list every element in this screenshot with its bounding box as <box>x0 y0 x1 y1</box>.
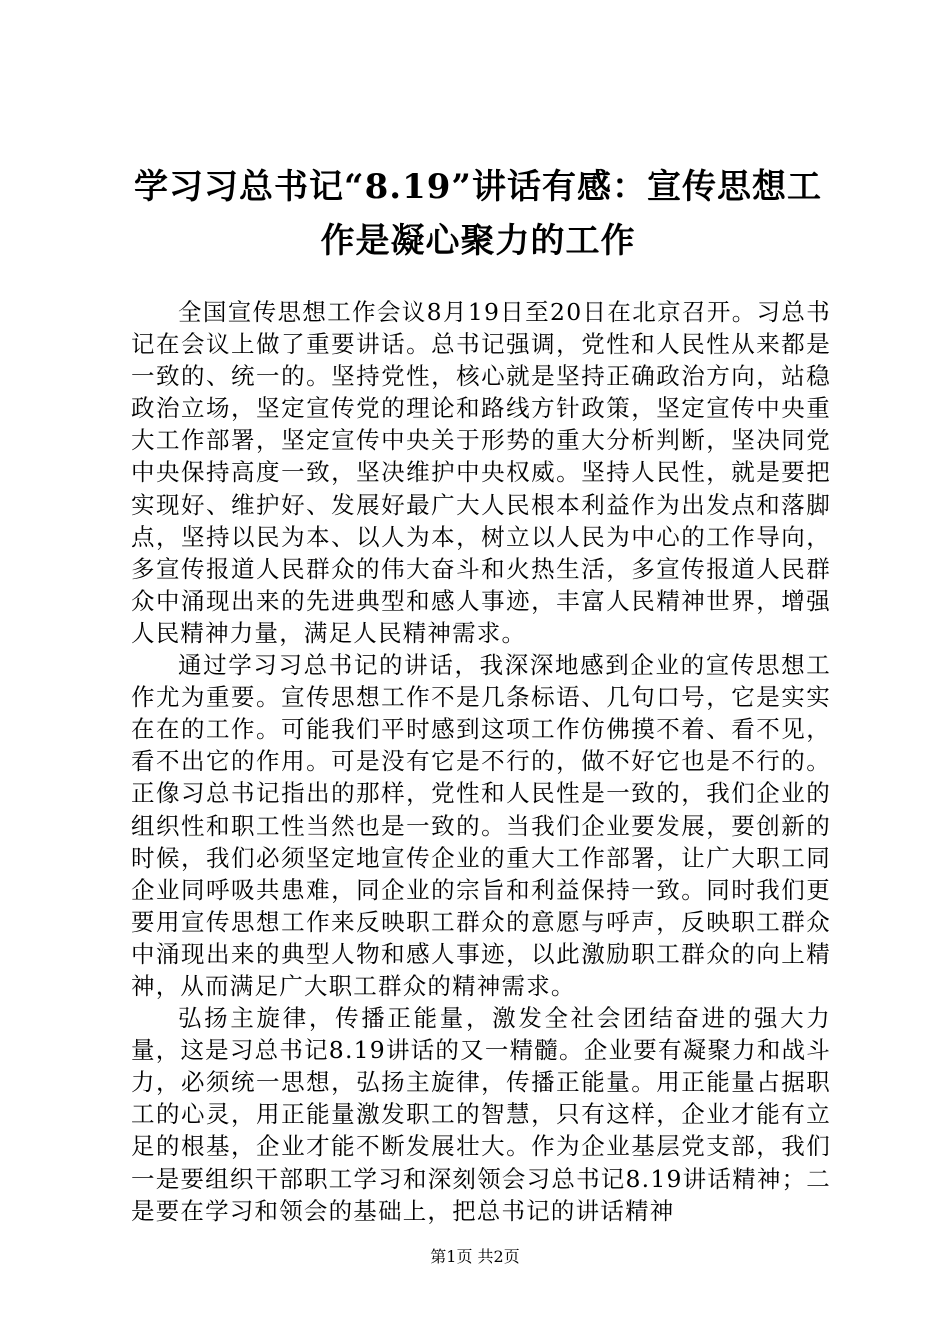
document-body <box>131 296 831 1227</box>
document-title: 学习习总书记“8.19”讲话有感：宣传思想工作是凝心聚力的工作 <box>134 167 822 261</box>
body-paragraph: 通过学习习总书记的讲话，我深深地感到企业的宣传思想工作尤为重要。宣传思想工作不是几条标语、几句口号，它是实实在在的工作。可能我们平时感到这项工作仿佛摸不着、看不见，看不出它的作用。可是没有它是不行的，做不好它也是不行的。正像习总书记指出的那样，党性和人民性是一致的，我们企业的组织性和职工性当然也是一致的。当我们企业要发展，要创新的时候，我们必须坚定地宣传企业的重大工作部署，让广大职工同企业同呼吸共患难，同企业的宗旨和利益保持一致。同时我们更要用宣传思想工作来反映职工群众的意愿与呼声，反映职工群众中涌现出来的典型人物和感人事迹，以此激励职工群众的向上精神，从而满足广大职工群众的精神需求。 <box>131 651 831 1000</box>
body-paragraph: 弘扬主旋律，传播正能量，激发全社会团结奋进的强大力量，这是习总书记8.19讲话的又一精髓。企业要有凝聚力和战斗力，必须统一思想，弘扬主旋律，传播正能量。用正能量占据职工的心灵，用正能量激发职工的智慧，只有这样，企业才能有立足的根基，企业才能不断发展壮大。作为企业基层党支部，我们一是要组织干部职工学习和深刻领会习总书记8.19讲话精神；二是要在学习和领会的基础上，把总书记的讲话精神 <box>131 1004 831 1225</box>
body-paragraph: 全国宣传思想工作会议8月19日至20日在北京召开。习总书记在会议上做了重要讲话。总书记强调，党性和人民性从来都是一致的、统一的。坚持党性，核心就是坚持正确政治方向，站稳政治立场，坚定宣传党的理论和路线方针政策，坚定宣传中央重大工作部署，坚定宣传中央关于形势的重大分析判断，坚决同党中央保持高度一致，坚决维护中央权威。坚持人民性，就是要把实现好、维护好、发展好最广大人民根本利益作为出发点和落脚点，坚持以民为本、以人为本，树立以人民为中心的工作导向，多宣传报道人民群众的伟大奋斗和火热生活，多宣传报道人民群众中涌现出来的先进典型和感人事迹，丰富人民精神世界，增强人民精神力量，满足人民精神需求。 <box>131 298 831 647</box>
page-number-footer: 第1页 共2页 <box>430 1247 520 1266</box>
